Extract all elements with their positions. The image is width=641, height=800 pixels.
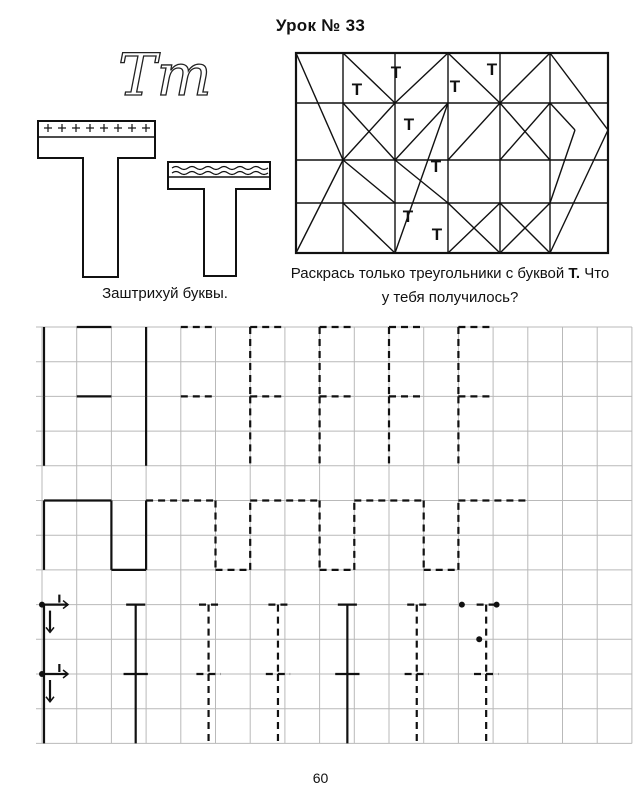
page-number: 60 xyxy=(312,770,329,786)
instruction-letter: Т. xyxy=(568,265,581,282)
instruction-text-1: Раскрась только треугольники с буквой xyxy=(290,265,565,282)
hint-dot xyxy=(476,636,482,642)
hint-dot xyxy=(494,602,500,608)
cursive-letters: Тт xyxy=(118,41,212,109)
hatch-instruction: Заштрихуй буквы. xyxy=(102,285,228,302)
triangle-letter: Т xyxy=(486,60,498,79)
triangle-letter: Т xyxy=(430,157,442,176)
start-dot xyxy=(39,671,45,677)
lesson-title: Урок № 33 xyxy=(275,16,366,35)
triangle-letter: Т xyxy=(351,80,363,99)
triangle-letter: Т xyxy=(390,63,402,82)
triangle-letter: Т xyxy=(403,115,415,134)
hint-dot xyxy=(459,602,465,608)
triangle-letter: Т xyxy=(431,225,443,244)
triangle-letter: Т xyxy=(449,77,461,96)
triangle-letter: Т xyxy=(402,207,414,226)
start-dot xyxy=(39,602,45,608)
instruction-text-2: Что у тебя получилось? xyxy=(381,265,610,306)
